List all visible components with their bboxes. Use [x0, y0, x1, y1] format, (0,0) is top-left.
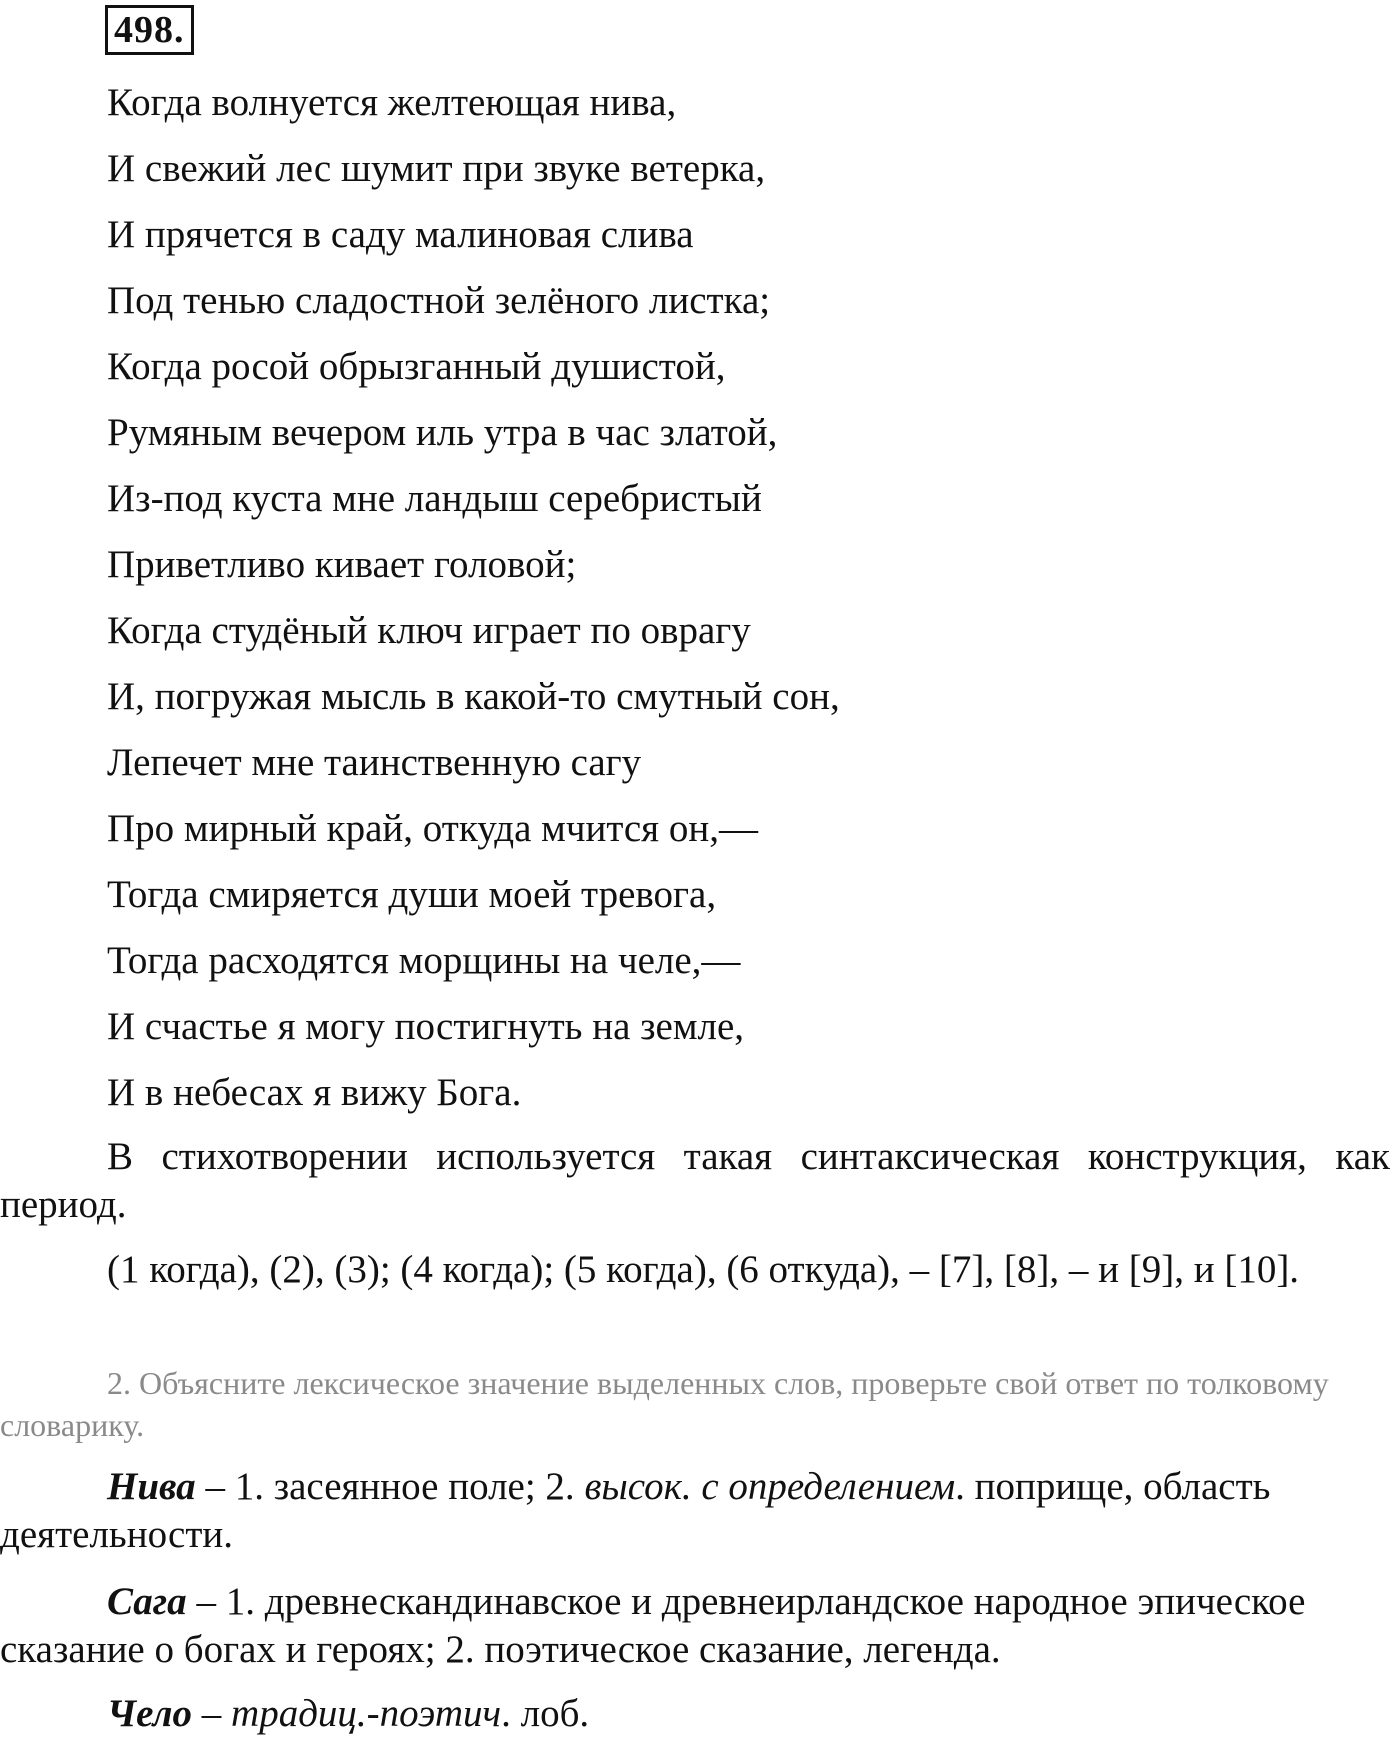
period-paragraph: В стихотворении используется такая синтаксическая конструкция, как период.	[0, 1135, 1390, 1226]
sentence-scheme: (1 когда), (2), (3); (4 когда); (5 когда), (6 откуда), – [7], [8], – и [9], и [10].	[107, 1248, 1300, 1291]
definition-text: 1. засеянное поле; 2.	[234, 1465, 585, 1508]
poem-line: И, погружая мысль в какой-то смутный сон,	[107, 675, 840, 718]
poem-line: И в небесах я вижу Бога.	[107, 1071, 522, 1114]
poem-line: Тогда смиряется души моей тревога,	[107, 873, 717, 916]
definition-chelo	[0, 1690, 1395, 1738]
poem-line: Про мирный край, откуда мчится он,—	[107, 807, 758, 850]
definition-term: Чело	[107, 1692, 193, 1735]
poem-line: И счастье я могу постигнуть на земле,	[107, 1005, 745, 1048]
poem-line: И прячется в саду малиновая слива	[107, 213, 694, 256]
definition-label: традиц.-поэтич	[231, 1692, 502, 1735]
poem-line: Румяным вечером иль утра в час златой,	[107, 411, 778, 454]
poem	[107, 70, 840, 1126]
poem-line: Приветливо кивает головой;	[107, 543, 577, 586]
definition-text: . лоб.	[501, 1692, 590, 1735]
poem-line: Тогда расходятся морщины на челе,—	[107, 939, 741, 982]
poem-line: Под тенью сладостной зелёного листка;	[107, 279, 771, 322]
definition-label: высок. с определением	[584, 1465, 956, 1508]
definition-text: . поприще, область деятельности.	[0, 1465, 1271, 1556]
poem-line: Когда волнуется желтеющая нива,	[107, 81, 677, 124]
definition-text: 1. древнескандинавское и древнеирландское народное эпическое сказание о богах и героях; 2. поэтическое сказание, легенда.	[0, 1580, 1306, 1671]
poem-line: Из-под куста мне ландыш серебристый	[107, 477, 762, 520]
definition-saga	[0, 1578, 1395, 1674]
poem-line: Лепечет мне таинственную сагу	[107, 741, 642, 784]
poem-line: Когда росой обрызганный душистой,	[107, 345, 726, 388]
exercise-number: 498.	[105, 5, 194, 55]
task-instruction: 2. Объясните лексическое значение выделенных слов, проверьте свой ответ по толковому словарику.	[0, 1365, 1329, 1443]
poem-line: Когда студёный ключ играет по оврагу	[107, 609, 751, 652]
definition-dash: –	[195, 1465, 235, 1508]
definition-dash: –	[186, 1580, 226, 1623]
definition-dash: –	[192, 1692, 232, 1735]
definition-niva	[0, 1463, 1395, 1559]
definition-term: Нива	[107, 1465, 196, 1508]
definition-term: Сага	[107, 1580, 187, 1623]
poem-line: И свежий лес шумит при звуке ветерка,	[107, 147, 766, 190]
